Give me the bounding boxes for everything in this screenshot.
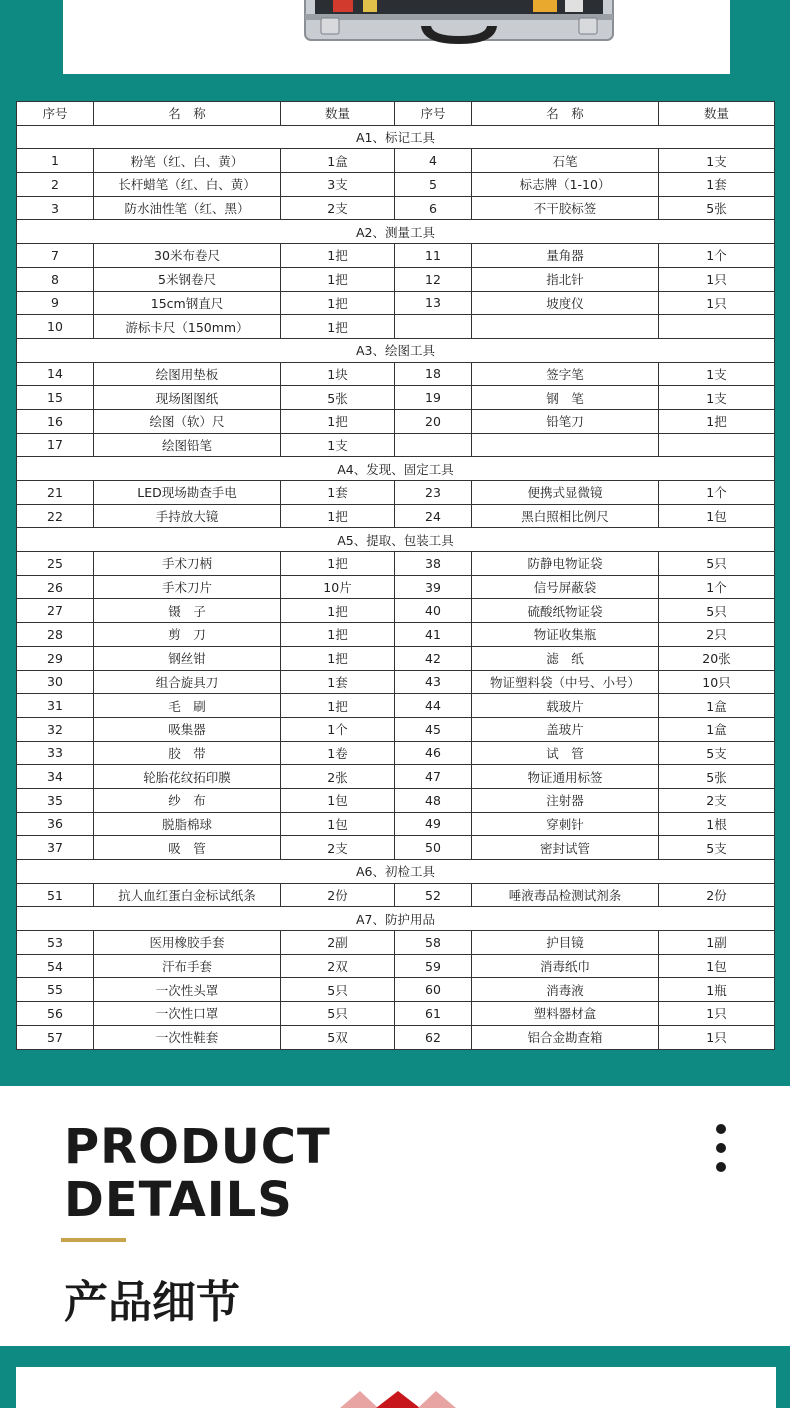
cell-name-left: 游标卡尺（150mm） [94,315,281,339]
section-title: A1、标记工具 [17,125,775,149]
cell-no-left: 28 [17,623,94,647]
cell-no-left: 10 [17,315,94,339]
table-row [17,1002,775,1026]
cell-name-left: 防水油性笔（红、黑） [94,196,281,220]
cell-name-right: 护目镜 [472,931,659,955]
cell-qty-right: 1支 [659,149,775,173]
cell-no-right: 58 [395,931,472,955]
heading-line-2: DETAILS [64,1172,293,1228]
toolcase-image [303,0,615,44]
cell-qty-right: 1根 [659,812,775,836]
table-row [17,599,775,623]
cell-name-left: 轮胎花纹拓印膜 [94,765,281,789]
cell-no-right: 43 [395,670,472,694]
cell-qty-left: 2副 [281,931,395,955]
table-row [17,694,775,718]
table-row [17,812,775,836]
cell-name-left: 吸 管 [94,836,281,860]
table-row [17,552,775,576]
cell-no-right [395,315,472,339]
header-no-right: 序号 [395,102,472,126]
cell-no-right: 19 [395,386,472,410]
cell-no-left: 34 [17,765,94,789]
table-row [17,433,775,457]
cell-no-left: 2 [17,173,94,197]
cell-name-left: 手术刀片 [94,575,281,599]
cell-no-right: 38 [395,552,472,576]
section-title: A7、防护用品 [17,907,775,931]
cell-name-right: 石笔 [472,149,659,173]
cell-name-right: 坡度仪 [472,291,659,315]
cell-qty-right: 5张 [659,196,775,220]
red-decor-shape [340,1391,456,1408]
cell-name-right: 签字笔 [472,362,659,386]
cell-no-right: 52 [395,883,472,907]
cell-name-right: 消毒液 [472,978,659,1002]
cell-no-left: 54 [17,954,94,978]
cell-no-right: 60 [395,978,472,1002]
cell-name-right: 指北针 [472,267,659,291]
table-row [17,291,775,315]
cell-name-left: 抗人血红蛋白金标试纸条 [94,883,281,907]
cell-qty-left: 2支 [281,836,395,860]
product-details-cn-title: 产品细节 [64,1277,240,1328]
cell-qty-right: 2份 [659,883,775,907]
section-row [17,125,775,149]
cell-no-left: 33 [17,741,94,765]
cell-qty-right: 20张 [659,646,775,670]
cell-no-right: 39 [395,575,472,599]
cell-no-right: 45 [395,717,472,741]
cell-no-left: 29 [17,646,94,670]
table-row [17,931,775,955]
cell-name-left: 一次性鞋套 [94,1025,281,1049]
table-row [17,717,775,741]
cell-no-left: 37 [17,836,94,860]
table-row [17,315,775,339]
cell-name-right: 铝合金勘查箱 [472,1025,659,1049]
header-qty-left: 数量 [281,102,395,126]
cell-name-left: 汗布手套 [94,954,281,978]
cell-no-left: 30 [17,670,94,694]
cell-name-left: 脱脂棉球 [94,812,281,836]
cell-name-left: 绘图（软）尺 [94,409,281,433]
cell-no-left: 53 [17,931,94,955]
cell-qty-left: 1支 [281,433,395,457]
cell-name-left: 钢丝钳 [94,646,281,670]
cell-no-right: 59 [395,954,472,978]
cell-name-right: 试 管 [472,741,659,765]
cell-qty-left: 1卷 [281,741,395,765]
cell-qty-left: 1把 [281,409,395,433]
cell-qty-right: 1个 [659,481,775,505]
table-row [17,1025,775,1049]
cell-qty-right: 1个 [659,244,775,268]
cell-name-left: 医用橡胶手套 [94,931,281,955]
cell-qty-right: 1只 [659,291,775,315]
cell-no-left: 21 [17,481,94,505]
cell-no-left: 25 [17,552,94,576]
cell-name-right: 滤 纸 [472,646,659,670]
cell-name-right: 硫酸纸物证袋 [472,599,659,623]
cell-qty-left: 10片 [281,575,395,599]
cell-name-right: 不干胶标签 [472,196,659,220]
table-row [17,623,775,647]
cell-no-left: 57 [17,1025,94,1049]
cell-no-right: 62 [395,1025,472,1049]
cell-qty-right: 2支 [659,788,775,812]
cell-qty-right: 1盒 [659,717,775,741]
section-row [17,528,775,552]
cell-qty-right: 1个 [659,575,775,599]
table-row [17,978,775,1002]
cell-no-right: 49 [395,812,472,836]
cell-no-left: 9 [17,291,94,315]
cell-qty-left: 5双 [281,1025,395,1049]
cell-qty-left: 1把 [281,504,395,528]
cell-name-right: 标志牌（1-10） [472,173,659,197]
cell-no-left: 31 [17,694,94,718]
section-title: A3、绘图工具 [17,338,775,362]
cell-name-right: 防静电物证袋 [472,552,659,576]
cell-name-left: 剪 刀 [94,623,281,647]
cell-no-right: 41 [395,623,472,647]
cell-qty-right: 1包 [659,954,775,978]
cell-qty-left: 2支 [281,196,395,220]
cell-no-left: 22 [17,504,94,528]
cell-qty-left: 5只 [281,1002,395,1026]
cell-name-right: 盖玻片 [472,717,659,741]
cell-no-left: 32 [17,717,94,741]
cell-no-right [395,433,472,457]
cell-name-right: 穿刺针 [472,812,659,836]
cell-qty-right: 1只 [659,1025,775,1049]
cell-qty-right [659,315,775,339]
cell-name-left: 绘图铅笔 [94,433,281,457]
table-row [17,149,775,173]
cell-name-left: 吸集器 [94,717,281,741]
product-details-heading [64,1121,331,1227]
section-row [17,457,775,481]
cell-name-right: 物证塑料袋（中号、小号） [472,670,659,694]
cell-name-right: 唾液毒品检测试剂条 [472,883,659,907]
product-photo-card [63,0,730,74]
cell-qty-right: 1盒 [659,694,775,718]
table-row [17,741,775,765]
cell-qty-right: 5张 [659,765,775,789]
cell-no-left: 14 [17,362,94,386]
cell-qty-right: 5支 [659,836,775,860]
cell-name-left: 胶 带 [94,741,281,765]
cell-no-right: 48 [395,788,472,812]
table-row [17,646,775,670]
table-row [17,575,775,599]
cell-no-right: 12 [395,267,472,291]
cell-qty-right: 1只 [659,267,775,291]
cell-qty-left: 1包 [281,788,395,812]
cell-qty-left: 5只 [281,978,395,1002]
section-title: A2、测量工具 [17,220,775,244]
cell-qty-right: 1支 [659,362,775,386]
cell-no-right: 6 [395,196,472,220]
cell-qty-left: 1把 [281,623,395,647]
cell-qty-left: 1包 [281,812,395,836]
table-row [17,481,775,505]
cell-qty-left: 1把 [281,315,395,339]
cell-name-left: LED现场勘查手电 [94,481,281,505]
header-name-left: 名 称 [94,102,281,126]
cell-qty-right: 5只 [659,552,775,576]
table-row [17,883,775,907]
table-row [17,504,775,528]
table-row [17,954,775,978]
section-title: A4、发现、固定工具 [17,457,775,481]
cell-no-left: 8 [17,267,94,291]
cell-no-left: 55 [17,978,94,1002]
cell-qty-left: 1套 [281,481,395,505]
cell-qty-left: 1把 [281,267,395,291]
cell-name-right [472,315,659,339]
section-row [17,220,775,244]
header-no-left: 序号 [17,102,94,126]
cell-name-left: 纱 布 [94,788,281,812]
cell-no-right: 61 [395,1002,472,1026]
table-row [17,670,775,694]
cell-qty-right: 5支 [659,741,775,765]
table-row [17,267,775,291]
cell-name-left: 手持放大镜 [94,504,281,528]
section-title: A6、初检工具 [17,860,775,884]
section-title: A5、提取、包装工具 [17,528,775,552]
cell-qty-left: 2张 [281,765,395,789]
cell-qty-right: 2只 [659,623,775,647]
table-row [17,788,775,812]
cell-no-left: 1 [17,149,94,173]
table-row [17,244,775,268]
cell-name-left: 毛 刷 [94,694,281,718]
cell-qty-right: 10只 [659,670,775,694]
cell-no-right: 46 [395,741,472,765]
section-row [17,338,775,362]
cell-qty-right: 5只 [659,599,775,623]
cell-name-right: 物证通用标签 [472,765,659,789]
cell-qty-left: 1把 [281,646,395,670]
cell-qty-left: 3支 [281,173,395,197]
cell-qty-right: 1把 [659,409,775,433]
table-header-row [17,102,775,126]
cell-name-right [472,433,659,457]
cell-qty-left: 2双 [281,954,395,978]
cell-name-right: 物证收集瓶 [472,623,659,647]
cell-qty-left: 1个 [281,717,395,741]
cell-no-left: 16 [17,409,94,433]
cell-no-right: 18 [395,362,472,386]
tool-list-table [16,101,774,1050]
cell-qty-right: 1套 [659,173,775,197]
cell-name-right: 塑料器材盒 [472,1002,659,1026]
cell-no-left: 56 [17,1002,94,1026]
cell-name-left: 现场图图纸 [94,386,281,410]
cell-qty-left: 1块 [281,362,395,386]
table-row [17,765,775,789]
cell-name-right: 信号屏蔽袋 [472,575,659,599]
cell-no-right: 11 [395,244,472,268]
cell-name-right: 便携式显微镜 [472,481,659,505]
cell-no-right: 47 [395,765,472,789]
cell-name-left: 手术刀柄 [94,552,281,576]
cell-no-right: 13 [395,291,472,315]
cell-no-left: 26 [17,575,94,599]
cell-qty-right: 1瓶 [659,978,775,1002]
cell-name-left: 15cm钢直尺 [94,291,281,315]
section-row [17,860,775,884]
cell-qty-left: 1把 [281,599,395,623]
cell-no-right: 20 [395,409,472,433]
cell-no-left: 36 [17,812,94,836]
cell-name-left: 一次性头罩 [94,978,281,1002]
table-row [17,173,775,197]
cell-name-right: 黑白照相比例尺 [472,504,659,528]
cell-qty-left: 1把 [281,244,395,268]
table-row [17,836,775,860]
cell-no-right: 50 [395,836,472,860]
cell-qty-left: 1盒 [281,149,395,173]
cell-qty-right: 1副 [659,931,775,955]
cell-qty-right [659,433,775,457]
cell-name-right: 载玻片 [472,694,659,718]
cell-name-left: 长杆蜡笔（红、白、黄） [94,173,281,197]
header-name-right: 名 称 [472,102,659,126]
section-row [17,907,775,931]
cell-name-right: 消毒纸巾 [472,954,659,978]
cell-no-left: 51 [17,883,94,907]
cell-name-right: 量角器 [472,244,659,268]
table-row [17,386,775,410]
cell-no-right: 24 [395,504,472,528]
cell-no-left: 15 [17,386,94,410]
cell-qty-right: 1支 [659,386,775,410]
cell-qty-right: 1包 [659,504,775,528]
cell-qty-left: 2份 [281,883,395,907]
cell-name-right: 钢 笔 [472,386,659,410]
cell-no-right: 23 [395,481,472,505]
cell-no-left: 3 [17,196,94,220]
cell-no-right: 4 [395,149,472,173]
header-qty-right: 数量 [659,102,775,126]
cell-qty-left: 1把 [281,552,395,576]
cell-qty-left: 5张 [281,386,395,410]
vertical-dots-icon [716,1124,728,1181]
cell-name-left: 30米布卷尺 [94,244,281,268]
cell-qty-left: 1把 [281,694,395,718]
cell-name-left: 组合旋具刀 [94,670,281,694]
cell-no-right: 5 [395,173,472,197]
cell-no-left: 7 [17,244,94,268]
cell-name-left: 镊 子 [94,599,281,623]
cell-qty-left: 1套 [281,670,395,694]
table-row [17,409,775,433]
cell-name-left: 一次性口罩 [94,1002,281,1026]
cell-name-right: 注射器 [472,788,659,812]
table-row [17,196,775,220]
cell-qty-right: 1只 [659,1002,775,1026]
cell-name-left: 5米钢卷尺 [94,267,281,291]
heading-line-1: PRODUCT [64,1119,331,1175]
cell-no-right: 44 [395,694,472,718]
cell-no-left: 17 [17,433,94,457]
cell-name-right: 铅笔刀 [472,409,659,433]
cell-name-left: 粉笔（红、白、黄） [94,149,281,173]
cell-no-right: 42 [395,646,472,670]
gold-divider [61,1238,126,1242]
cell-no-left: 27 [17,599,94,623]
cell-no-left: 35 [17,788,94,812]
cell-qty-left: 1把 [281,291,395,315]
cell-name-left: 绘图用垫板 [94,362,281,386]
cell-name-right: 密封试管 [472,836,659,860]
cell-no-right: 40 [395,599,472,623]
table-row [17,362,775,386]
